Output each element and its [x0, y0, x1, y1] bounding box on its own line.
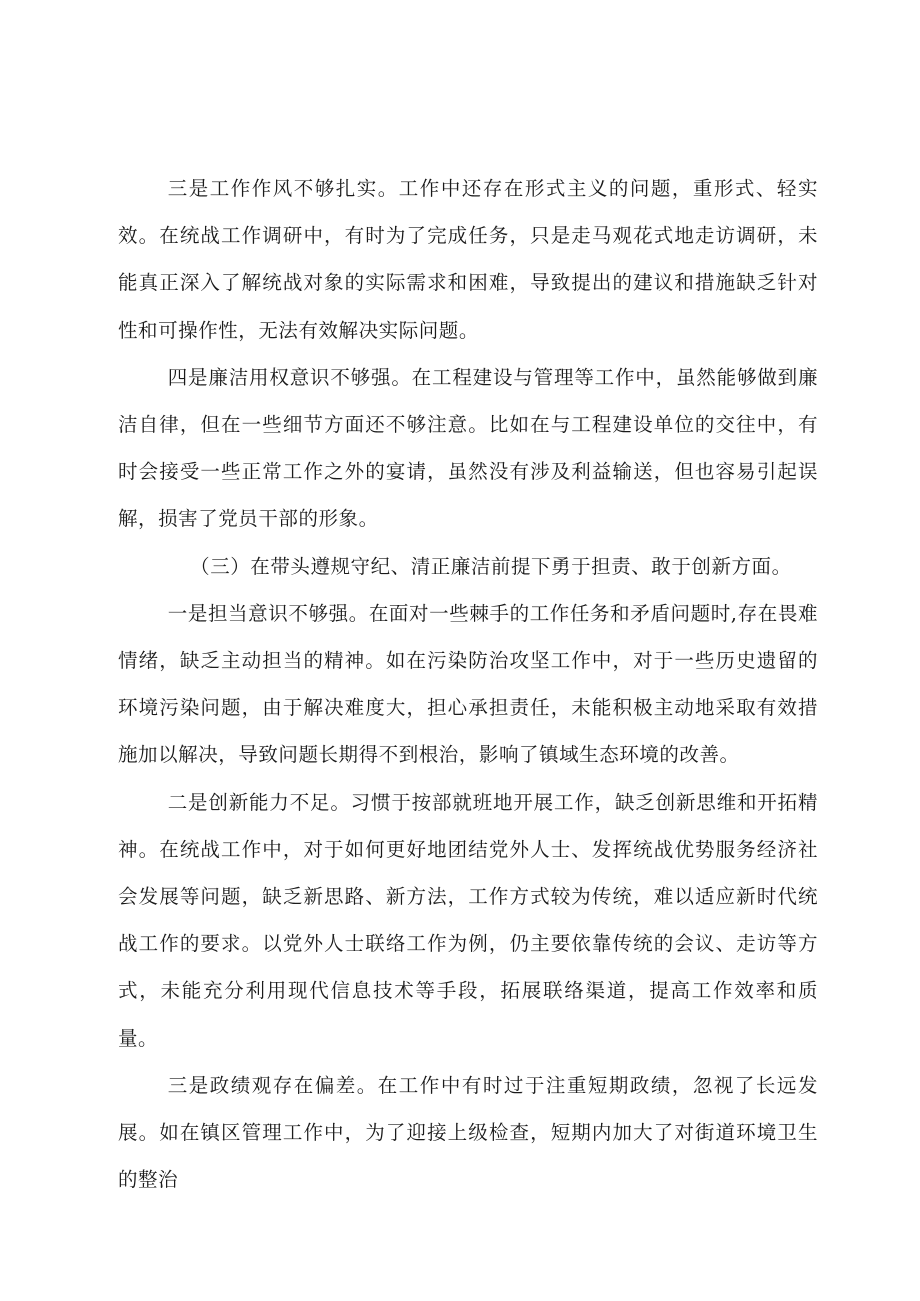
document-page [118, 165, 818, 1203]
paragraph-work-style: 三是工作作风不够扎实。工作中还存在形式主义的问题，重形式、轻实效。在统战工作调研中，有时为了完成任务，只是走马观花式地走访调研，未能真正深入了解统战对象的实际需求和困难，导致提出的建议和措施缺乏针对性和可操作性，无法有效解决实际问题。 [118, 177, 818, 342]
paragraph-integrity: 四是廉洁用权意识不够强。在工程建设与管理等工作中，虽然能够做到廉洁自律，但在一些细节方面还不够注意。比如在与工程建设单位的交往中，有时会接受一些正常工作之外的宴请，虽然没有涉及利益输送，但也容易引起误解，损害了党员干部的形象。 [118, 365, 818, 531]
section-heading-3: （三）在带头遵规守纪、清正廉洁前提下勇于担责、敢于创新方面。 [190, 554, 792, 578]
paragraph-responsibility: 一是担当意识不够强。在面对一些棘手的工作任务和矛盾问题时,存在畏难情绪，缺乏主动担当的精神。如在污染防治攻坚工作中，对于一些历史遗留的环境污染问题，由于解决难度大，担心承担责任，未能积极主动地采取有效措施加以解决，导致问题长期得不到根治，影响了镇域生态环境的改善。 [118, 601, 818, 767]
paragraph-innovation: 二是创新能力不足。习惯于按部就班地开展工作，缺乏创新思维和开拓精神。在统战工作中，对于如何更好地团结党外人士、发挥统战优势服务经济社会发展等问题，缺乏新思路、新方法，工作方式较为传统，难以适应新时代统战工作的要求。以党外人士联络工作为例，仍主要依靠传统的会议、走访等方式，未能充分利用现代信息技术等手段，拓展联络渠道，提高工作效率和质量。 [118, 790, 818, 1050]
paragraph-performance-view: 三是政绩观存在偏差。在工作中有时过于注重短期政绩，忽视了长远发展。如在镇区管理工作中，为了迎接上级检查，短期内加大了对街道环境卫生的整治 [118, 1073, 818, 1192]
